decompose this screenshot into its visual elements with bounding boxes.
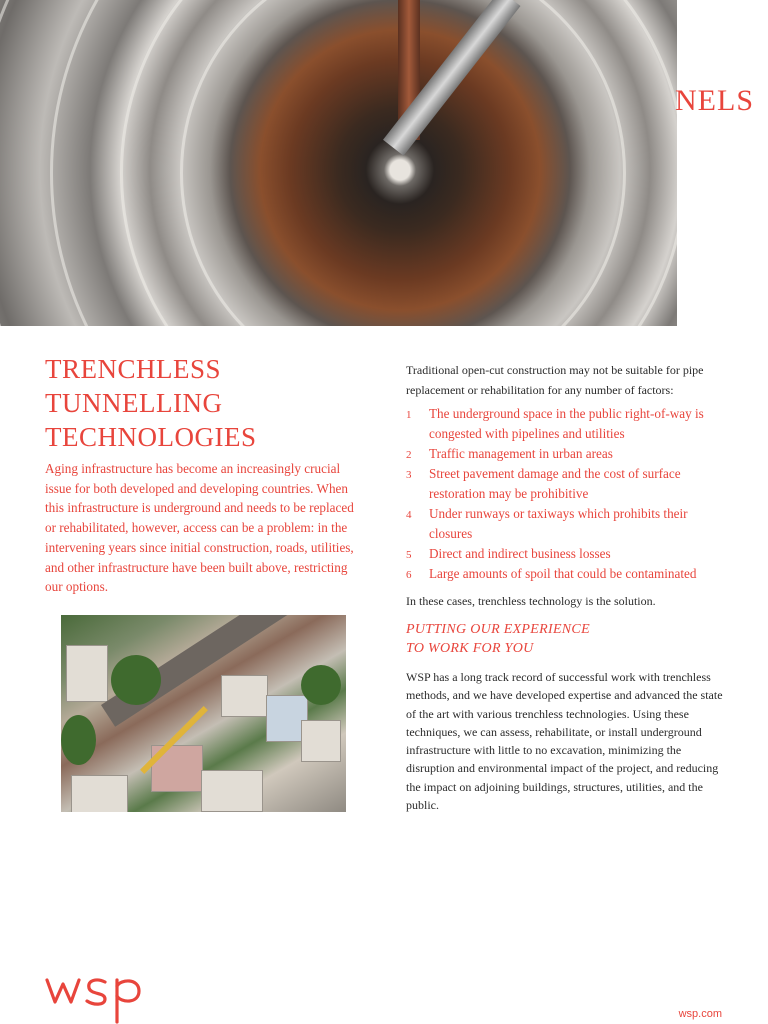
list-item-number: 4 xyxy=(406,509,412,521)
list-item-text: Street pavement damage and the cost of surface restoration may be prohibitive xyxy=(429,466,681,501)
list-item-text: Direct and indirect business losses xyxy=(429,546,611,561)
body-paragraph: WSP has a long track record of successful work with trenchless methods, and we have developed expertise and advanced the state of the art with various trenchless technologies. Using these techniques, we can assess, rehabilitate, or install underground infrastructure with little to no excavation, minimizing the disruption and environmental impact of the project, and reducing the impact on adjoining buildings, structures, utilities, and the public. xyxy=(406,670,723,813)
website-link[interactable]: wsp.com xyxy=(678,1008,722,1020)
photo-building xyxy=(66,645,108,702)
photo-tree xyxy=(111,655,161,705)
section-title xyxy=(45,352,365,454)
list-item xyxy=(406,404,726,444)
list-item-number: 6 xyxy=(406,569,412,581)
subheading-line: TO WORK FOR YOU xyxy=(406,641,534,656)
list-item-text: Traffic management in urban areas xyxy=(429,446,613,461)
wsp-logo xyxy=(45,968,145,1024)
hero-tunnel-photo xyxy=(0,0,677,326)
list-item-text: Large amounts of spoil that could be contaminated xyxy=(429,566,697,581)
list-item xyxy=(406,444,726,464)
aerial-construction-photo xyxy=(61,615,346,812)
list-item-number: 2 xyxy=(406,449,412,461)
list-item-number: 3 xyxy=(406,469,412,481)
list-item-number: 1 xyxy=(406,409,412,421)
factors-lead: Traditional open-cut construction may not be suitable for pipe replacement or rehabilitation for any number of factors: xyxy=(406,363,704,397)
section-title-line: TUNNELLING xyxy=(45,388,223,418)
section-title-line: TECHNOLOGIES xyxy=(45,422,257,452)
subheading-line: PUTTING OUR EXPERIENCE xyxy=(406,622,590,637)
list-item-number: 5 xyxy=(406,549,412,561)
subheading xyxy=(406,620,726,658)
photo-tree xyxy=(301,665,341,705)
list-item xyxy=(406,564,726,584)
list-item xyxy=(406,544,726,564)
photo-building xyxy=(221,675,268,717)
hero-title-fragment: NELS xyxy=(675,84,754,117)
photo-building xyxy=(71,775,128,812)
list-item xyxy=(406,504,726,544)
factors-list xyxy=(406,404,726,584)
section-title-line: TRENCHLESS xyxy=(45,354,222,384)
list-item-text: Under runways or taxiways which prohibits their closures xyxy=(429,506,688,541)
photo-building xyxy=(301,720,341,762)
list-item-text: The underground space in the public right-of-way is congested with pipelines and utilities xyxy=(429,406,704,441)
solution-statement: In these cases, trenchless technology is the solution. xyxy=(406,594,656,608)
intro-paragraph: Aging infrastructure has become an increasingly crucial issue for both developed and developing countries. When this infrastructure is underground and needs to be replaced or rehabilitated, however, access can be a problem: in the intervening years since initial construction, roads, utilities, and other infrastructure have been built above, restricting our options. xyxy=(45,461,354,595)
photo-tree xyxy=(61,715,96,765)
hero-ring xyxy=(0,0,677,326)
list-item xyxy=(406,464,726,504)
photo-building xyxy=(201,770,263,812)
